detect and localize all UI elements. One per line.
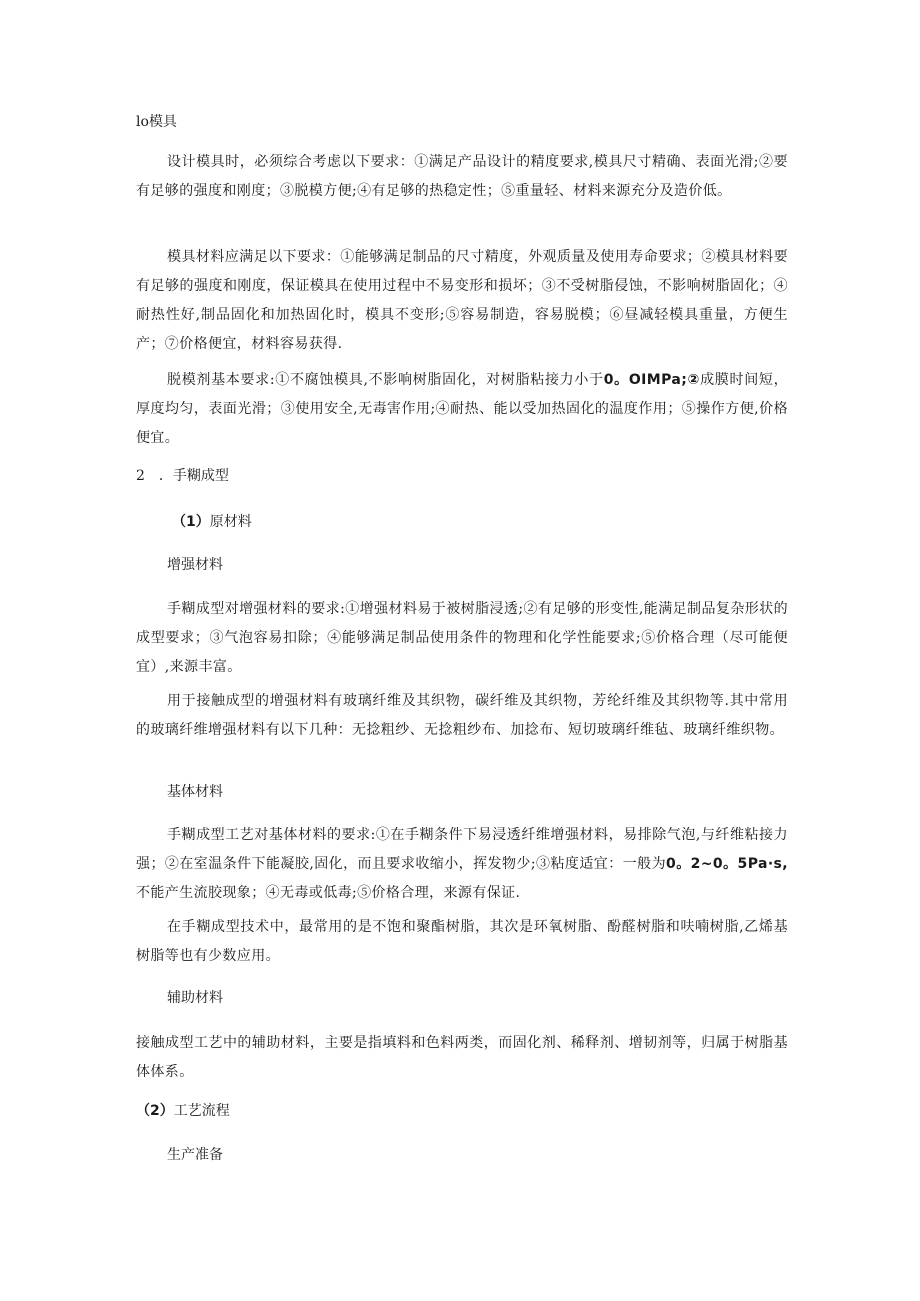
release-agent-value: 0。OIMPa;②: [603, 372, 701, 388]
subsection-number: （2）: [136, 1103, 174, 1119]
paragraph-auxiliary-materials: 接触成型工艺中的辅助材料，主要是指填料和色料两类，而固化剂、稀释剂、增韧剂等，归属于树脂基体体系。: [136, 1035, 788, 1080]
heading-reinforcement: 增强材料: [167, 557, 223, 573]
release-agent-text-a: 脱模剂基本要求:①不腐蚀模具,不影响树脂固化，对树脂粘接力小于: [167, 372, 604, 388]
heading-production-preparation: 生产准备: [167, 1147, 223, 1163]
matrix-text-a: 手糊成型工艺对基体材料的要求:①在手糊条件下易浸透纤维增强材料，易排除气泡,与纤维粘接力强；②在室温条件下能凝胶,固化，而且要求收缩小，挥发物少;③粘度适宜：一般为: [136, 827, 788, 872]
section-title-mold: lo模具: [136, 114, 177, 130]
paragraph-mold-design-requirements: 设计模具时，必须综合考虑以下要求：①满足产品设计的精度要求,模具尺寸精确、表面光滑;②要有足够的强度和刚度；③脱模方便;④有足够的热稳定性；⑤重量轻、材料来源充分及造价低。: [136, 154, 788, 199]
section-title-text: ．手糊成型: [158, 468, 229, 484]
matrix-text-b: 不能产生流胶现象；④无毒或低毒;⑤价格合理，来源有保证.: [136, 885, 521, 901]
paragraph-release-agent-requirements: [136, 366, 788, 453]
heading-auxiliary: 辅助材料: [167, 990, 223, 1006]
subsection-process-flow: [136, 1101, 230, 1121]
paragraph-mold-material-requirements: 模具材料应满足以下要求：①能够满足制品的尺寸精度，外观质量及使用寿命要求；②模具材料要有足够的强度和刚度，保证模具在使用过程中不易变形和损坏；③不受树脂侵蚀，不影响树脂固化；④耐热性好,制品固化和加热固化时，模具不变形;⑤容易制造，容易脱模；⑥昼减轻模具重量，方便生产；⑦价格便宜，材料容易获得.: [136, 249, 788, 352]
paragraph-matrix-requirements: [136, 821, 788, 908]
subsection-title: 工艺流程: [173, 1103, 230, 1119]
paragraph-reinforcement-requirements: 手糊成型对增强材料的要求:①增强材料易于被树脂浸透;②有足够的形变性,能满足制品复杂形状的成型要求；③气泡容易扣除；④能够满足制品使用条件的物理和化学性能要求;⑤价格合理（尽可能便宜）,来源丰富。: [136, 601, 788, 675]
release-agent-text-b: 成膜时间短，厚度均匀，表面光滑；③使用安全,无毒害作用;④耐热、能以受加热固化的温度作用；⑤操作方便,价格便宜。: [136, 372, 788, 446]
section-number: 2: [136, 468, 145, 484]
subsection-raw-materials: [172, 512, 252, 532]
subsection-number: （1）: [172, 514, 210, 530]
subsection-title: 原材料: [209, 514, 252, 530]
paragraph-reinforcement-types: 用于接触成型的增强材料有玻璃纤维及其织物，碳纤维及其织物，芳纶纤维及其织物等.其中常用的玻璃纤维增强材料有以下几种：无捻粗纱、无捻粗纱布、加捻布、短切玻璃纤维毡、玻璃纤维织物。: [136, 693, 788, 738]
heading-matrix: 基体材料: [167, 784, 223, 800]
section-title-hand-layup: [136, 466, 229, 486]
matrix-viscosity-value: 0。2~0。5Pa·s,: [666, 856, 789, 872]
paragraph-matrix-resins: 在手糊成型技术中，最常用的是不饱和聚酯树脂，其次是环氧树脂、酚醛树脂和呋喃树脂,乙烯基树脂等也有少数应用。: [136, 919, 788, 964]
